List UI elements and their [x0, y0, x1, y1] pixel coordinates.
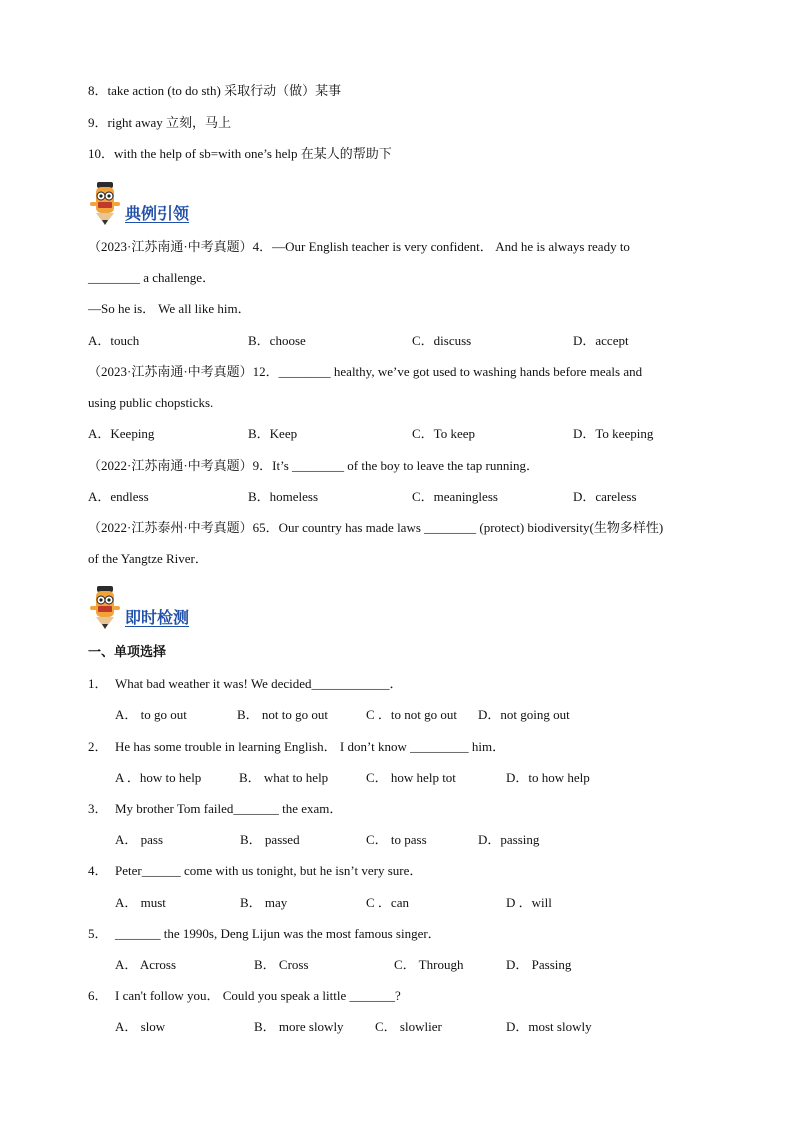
option-c: C．To keep	[412, 426, 475, 441]
vocab-item: 9．right away 立刻，马上	[88, 115, 231, 130]
question-number: 1．	[88, 676, 108, 691]
pencil-mascot-icon	[88, 180, 122, 226]
question-number: 4．	[88, 863, 108, 878]
option-a: A． Across	[115, 957, 177, 972]
question-line: （2023·江苏南通·中考真题）4．—Our English teacher is very confident． And he is always ready to	[88, 239, 630, 254]
vocab-item: 10．with the help of sb=with one’s help 在某人的帮助下	[88, 146, 392, 161]
option-a: A．endless	[88, 489, 149, 504]
question-line: using public chopsticks.	[88, 395, 214, 410]
question-number: 3．	[88, 801, 108, 816]
option-b: B．Keep	[248, 426, 298, 441]
option-d: D． Passing	[506, 957, 572, 972]
section-subtitle: 一、单项选择	[88, 645, 167, 660]
question-stem: _______ the 1990s, Deng Lijun was the most famous singer．	[115, 926, 441, 941]
option-c: C． Through	[394, 957, 464, 972]
option-d: D．careless	[573, 489, 637, 504]
option-b: B． what to help	[239, 770, 329, 785]
option-c: C． slowlier	[375, 1019, 442, 1034]
question-stem: Peter______ come with us tonight, but he isn’t very sure．	[115, 863, 423, 878]
question-number: 5．	[88, 926, 108, 941]
section-title: 即时检测	[125, 608, 190, 627]
option-b: B． may	[240, 895, 288, 910]
option-a: A ．how to help	[115, 770, 202, 785]
question-number: 2．	[88, 739, 108, 754]
option-a: A． pass	[115, 832, 164, 847]
option-c: C．discuss	[412, 333, 472, 348]
option-a: A．touch	[88, 333, 140, 348]
option-c: C ．can	[366, 895, 409, 910]
option-d: D．accept	[573, 333, 629, 348]
option-b: B．choose	[248, 333, 306, 348]
question-stem: My brother Tom failed_______ the exam．	[115, 801, 343, 816]
vocab-item: 8．take action (to do sth) 采取行动（做）某事	[88, 83, 342, 98]
option-d: D．not going out	[478, 707, 570, 722]
option-b: B．homeless	[248, 489, 319, 504]
option-c: C． how help tot	[366, 770, 456, 785]
question-line: （2022·江苏南通·中考真题）9．It’s ________ of the boy to leave the tap running．	[88, 458, 539, 473]
option-a: A． must	[115, 895, 166, 910]
question-line: ________ a challenge．	[88, 270, 216, 285]
section-heading-examples	[88, 180, 189, 226]
option-a: A．Keeping	[88, 426, 155, 441]
question-stem: What bad weather it was! We decided____________．	[115, 676, 403, 691]
section-title: 典例引领	[125, 204, 190, 223]
option-c: C．meaningless	[412, 489, 498, 504]
option-c: C． to pass	[366, 832, 427, 847]
option-d: D．to how help	[506, 770, 590, 785]
option-c: C ．to not go out	[366, 707, 458, 722]
question-line: （2023·江苏南通·中考真题）12．________ healthy, we’ve got used to washing hands before meals and	[88, 364, 643, 379]
question-number: 6．	[88, 988, 108, 1003]
question-stem: He has some trouble in learning English． I don’t know _________ him．	[115, 739, 506, 754]
option-d: D．passing	[478, 832, 540, 847]
option-d: D．To keeping	[573, 426, 654, 441]
question-line: of the Yangtze River．	[88, 551, 208, 566]
option-a: A． to go out	[115, 707, 187, 722]
question-line: （2022·江苏泰州·中考真题）65．Our country has made laws ________ (protect) biodiversity(生物多样性)	[88, 520, 664, 535]
option-b: B． not to go out	[237, 707, 329, 722]
option-b: B． passed	[240, 832, 300, 847]
question-stem: I can't follow you． Could you speak a little _______?	[115, 988, 401, 1003]
question-line: —So he is． We all like him．	[88, 301, 251, 316]
pencil-mascot-icon	[88, 584, 122, 630]
option-b: B． more slowly	[254, 1019, 344, 1034]
option-d: D ．will	[506, 895, 552, 910]
section-heading-check	[88, 584, 189, 630]
option-b: B． Cross	[254, 957, 309, 972]
option-a: A． slow	[115, 1019, 166, 1034]
option-d: D．most slowly	[506, 1019, 592, 1034]
